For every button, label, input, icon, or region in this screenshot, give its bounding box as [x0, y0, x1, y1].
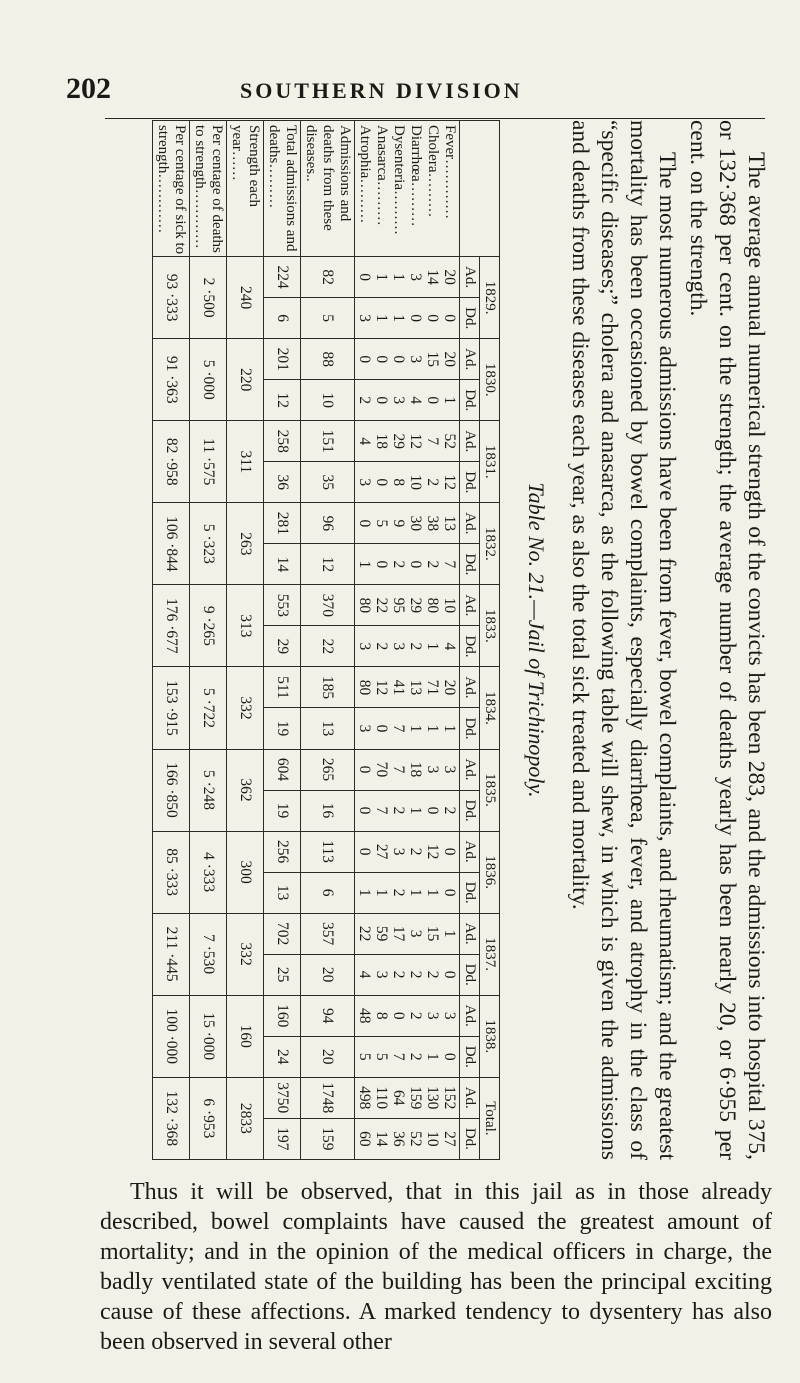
disease-value: 3 — [424, 1011, 441, 1020]
disease-value: 0 — [356, 847, 373, 856]
disease-value: 1 — [373, 314, 390, 323]
disease-admissions-cell — [355, 421, 460, 462]
disease-value: 3 — [407, 355, 424, 364]
strength-row-value: 332 — [227, 913, 264, 995]
disease-value: 80 — [356, 679, 373, 696]
pct-deaths-row-value: 5 ·323 — [190, 503, 227, 585]
deaths-subheader: Dd. — [460, 626, 480, 667]
disease-value: 0 — [424, 396, 441, 405]
disease-value: 27 — [441, 1131, 458, 1147]
disease-value: 20 — [441, 351, 458, 367]
disease-value: 12 — [441, 474, 458, 491]
strength-row-label: Strength each year…… — [227, 121, 264, 257]
disease-value: 130 — [424, 1086, 441, 1110]
admissions-value: 160 — [264, 995, 301, 1036]
disease-value: 9 — [390, 519, 407, 528]
pct-sick-row-value: 166 ·850 — [153, 749, 190, 831]
deaths-value: 19 — [264, 708, 301, 749]
disease-value: 0 — [407, 560, 424, 569]
strength-row-value: 313 — [227, 585, 264, 667]
deaths-value: 16 — [301, 790, 355, 831]
admissions-value: 94 — [301, 995, 355, 1036]
disease-deaths-cell — [355, 954, 460, 995]
admissions-value: 201 — [264, 339, 301, 380]
disease-admissions-cell — [355, 831, 460, 872]
admissions-value: 151 — [301, 421, 355, 462]
disease-value: 1 — [407, 724, 424, 733]
deaths-value: 35 — [301, 462, 355, 503]
deaths-value: 6 — [301, 872, 355, 913]
admissions-subheader: Ad. — [460, 257, 480, 298]
disease-value: 0 — [441, 1052, 458, 1061]
disease-value: 8 — [390, 478, 407, 487]
disease-value: 4 — [407, 396, 424, 405]
pct-sick-row-value: 91 ·363 — [153, 339, 190, 421]
disease-value: 95 — [390, 597, 407, 614]
disease-value: 7 — [373, 806, 390, 815]
pct-sick-row-value: 153 ·915 — [153, 667, 190, 749]
disease-value: 8 — [373, 1011, 390, 1020]
disease-value: 15 — [424, 351, 441, 367]
disease-value: 80 — [424, 597, 441, 614]
disease-value: 2 — [424, 560, 441, 569]
disease-value: 0 — [356, 273, 373, 282]
year-header: 1831. — [480, 421, 500, 503]
header-rule — [105, 118, 765, 119]
strength-row-value: 220 — [227, 339, 264, 421]
deaths-subheader: Dd. — [460, 544, 480, 585]
deaths-subheader: Dd. — [460, 380, 480, 421]
disease-deaths-cell — [355, 626, 460, 667]
disease-value: 1 — [441, 724, 458, 733]
admissions-value: 265 — [301, 749, 355, 790]
year-header: Total. — [480, 1077, 500, 1159]
disease-label: Diarrhœa……… — [408, 125, 424, 227]
admissions-value: 82 — [301, 257, 355, 298]
admissions-value: 96 — [301, 503, 355, 544]
disease-value: 7 — [424, 437, 441, 446]
disease-value: 2 — [407, 642, 424, 651]
admissions-subheader: Ad. — [460, 995, 480, 1036]
year-header: 1834. — [480, 667, 500, 749]
disease-value: 1 — [424, 642, 441, 651]
disease-value: 159 — [407, 1086, 424, 1110]
year-header: 1829. — [480, 257, 500, 339]
pct-sick-row-value: 85 ·333 — [153, 831, 190, 913]
disease-value: 4 — [441, 642, 458, 651]
disease-row — [355, 121, 460, 1160]
disease-deaths-cell — [355, 462, 460, 503]
disease-value: 36 — [390, 1131, 407, 1147]
pct-deaths-row-value: 7 ·530 — [190, 913, 227, 995]
disease-deaths-cell — [355, 1036, 460, 1077]
disease-value: 2 — [390, 806, 407, 815]
deaths-value: 10 — [301, 380, 355, 421]
disease-value: 110 — [373, 1086, 390, 1110]
admissions-subheader: Ad. — [460, 749, 480, 790]
disease-value: 10 — [441, 597, 458, 614]
deaths-value: 14 — [264, 544, 301, 585]
deaths-value: 13 — [264, 872, 301, 913]
disease-value: 3 — [390, 847, 407, 856]
disease-value: 5 — [356, 1052, 373, 1061]
disease-value: 60 — [356, 1131, 373, 1147]
disease-value: 3 — [390, 642, 407, 651]
disease-value: 1 — [424, 724, 441, 733]
pct-sick-row-value: 176 ·677 — [153, 585, 190, 667]
disease-value: 29 — [390, 433, 407, 450]
disease-value: 0 — [424, 314, 441, 323]
disease-value: 18 — [407, 761, 424, 778]
admissions-value: 370 — [301, 585, 355, 626]
strength-row-value: 300 — [227, 831, 264, 913]
corner-cell — [460, 121, 500, 257]
disease-value: 3 — [356, 642, 373, 651]
disease-value: 3 — [356, 724, 373, 733]
disease-deaths-cell — [355, 790, 460, 831]
disease-value: 15 — [424, 925, 441, 942]
pct-deaths-row-value: 5 ·248 — [190, 749, 227, 831]
disease-value: 0 — [424, 806, 441, 815]
mortality-table — [152, 120, 500, 1160]
admissions-value: 256 — [264, 831, 301, 872]
deaths-value: 19 — [264, 790, 301, 831]
deaths-value: 25 — [264, 954, 301, 995]
disease-value: 3 — [407, 273, 424, 282]
disease-value: 0 — [441, 847, 458, 856]
admissions-subheader: Ad. — [460, 339, 480, 380]
page-number: 202 — [66, 72, 111, 105]
disease-admissions-cell — [355, 995, 460, 1036]
disease-value: 5 — [373, 519, 390, 528]
disease-value: 1 — [373, 888, 390, 897]
admissions-value: 224 — [264, 257, 301, 298]
disease-value: 14 — [424, 269, 441, 285]
disease-admissions-cell — [355, 1077, 460, 1118]
admissions-subheader: Ad. — [460, 667, 480, 708]
strength-row-value: 362 — [227, 749, 264, 831]
disease-value: 2 — [373, 642, 390, 651]
pct-deaths-row-value: 11 ·575 — [190, 421, 227, 503]
disease-value: 2 — [407, 1011, 424, 1020]
pct-deaths-row — [190, 121, 227, 1160]
disease-value: 48 — [356, 1007, 373, 1024]
disease-label: Anasarca……… — [374, 125, 390, 226]
disease-value: 0 — [356, 765, 373, 774]
disease-value: 7 — [390, 724, 407, 733]
disease-value: 3 — [441, 1011, 458, 1020]
disease-value: 10 — [407, 474, 424, 491]
disease-value: 2 — [356, 396, 373, 405]
disease-value: 20 — [441, 269, 458, 285]
disease-value: 3 — [356, 478, 373, 487]
disease-admissions-cell — [355, 339, 460, 380]
disease-value: 0 — [390, 355, 407, 364]
disease-value: 2 — [407, 847, 424, 856]
total-admissions-row-label: Total admissions and deaths……… — [264, 121, 301, 257]
admissions-value: 281 — [264, 503, 301, 544]
disease-value: 52 — [407, 1131, 424, 1147]
year-header: 1832. — [480, 503, 500, 585]
disease-admissions-cell — [355, 667, 460, 708]
deaths-subheader: Dd. — [460, 1118, 480, 1159]
disease-admissions-cell — [355, 749, 460, 790]
admissions-value: 702 — [264, 913, 301, 954]
intro-text — [512, 120, 770, 1160]
deaths-value: 13 — [301, 708, 355, 749]
pct-deaths-row-value: 15 ·000 — [190, 995, 227, 1077]
body-paragraph: Thus it will be observed, that in this jail as in those already described, bowel complaints have caused the greatest amount of mortality; and in the opinion of the medical officers in charge, the badly ventilated state of the building has been the principal exciting cause of these affections. A marked tendency to dysentery has also been observed in several other — [100, 1179, 772, 1355]
pct-sick-row-label: Per centage of sick to strength………… — [153, 121, 190, 257]
disease-value: 0 — [356, 519, 373, 528]
disease-value: 1 — [373, 273, 390, 282]
disease-value: 2 — [390, 560, 407, 569]
intro-paragraph-1: The average annual numerical strength of the convicts has been 283, and the admissions into hospital 375, or 132·368 per cent. on the strength; the average number of deaths yearly has been nearly 20, or 6·955 per cent. on the strength. — [685, 120, 769, 1160]
year-header: 1835. — [480, 749, 500, 831]
disease-value: 71 — [424, 679, 441, 696]
subheader-row — [460, 121, 480, 1160]
disease-value: 0 — [373, 724, 390, 733]
disease-value: 12 — [424, 843, 441, 860]
disease-value: 17 — [390, 925, 407, 942]
deaths-subheader: Dd. — [460, 1036, 480, 1077]
admissions-value: 3750 — [264, 1077, 301, 1118]
admissions-value: 258 — [264, 421, 301, 462]
disease-value: 59 — [373, 925, 390, 942]
admissions-value: 511 — [264, 667, 301, 708]
disease-value: 22 — [356, 925, 373, 942]
disease-value: 3 — [441, 765, 458, 774]
disease-value: 10 — [424, 1131, 441, 1147]
pct-deaths-row-value: 5 ·722 — [190, 667, 227, 749]
pct-sick-row-value: 106 ·844 — [153, 503, 190, 585]
deaths-subheader: Dd. — [460, 790, 480, 831]
admissions-subheader: Ad. — [460, 1077, 480, 1118]
admissions-subheader: Ad. — [460, 585, 480, 626]
disease-value: 1 — [390, 273, 407, 282]
disease-value: 2 — [424, 478, 441, 487]
pct-deaths-row-value: 6 ·953 — [190, 1077, 227, 1159]
disease-deaths-cell — [355, 872, 460, 913]
admissions-value: 88 — [301, 339, 355, 380]
disease-value: 1 — [407, 888, 424, 897]
disease-value: 52 — [441, 433, 458, 450]
disease-deaths-cell — [355, 380, 460, 421]
admissions-subheader: Ad. — [460, 831, 480, 872]
disease-value: 0 — [390, 1011, 407, 1020]
disease-value: 2 — [407, 970, 424, 979]
disease-value: 29 — [407, 597, 424, 614]
admissions-value: 185 — [301, 667, 355, 708]
disease-value: 0 — [373, 478, 390, 487]
disease-value: 22 — [373, 597, 390, 614]
strength-row-value: 2833 — [227, 1077, 264, 1159]
pct-deaths-row-label: Per centage of deaths to strength………… — [190, 121, 227, 257]
disease-value: 0 — [373, 560, 390, 569]
body-text — [100, 1177, 772, 1357]
disease-value: 41 — [390, 679, 407, 696]
admissions-value: 113 — [301, 831, 355, 872]
disease-value: 13 — [407, 679, 424, 696]
deaths-value: 6 — [264, 298, 301, 339]
disease-label: Dysenteria……… — [391, 125, 407, 235]
disease-value: 3 — [356, 314, 373, 323]
disease-value: 0 — [441, 314, 458, 323]
disease-value: 18 — [373, 433, 390, 450]
strength-row-value: 160 — [227, 995, 264, 1077]
admissions-value: 357 — [301, 913, 355, 954]
disease-value: 1 — [424, 1052, 441, 1061]
deaths-subheader: Dd. — [460, 298, 480, 339]
page-header — [0, 0, 800, 105]
strength-row-value: 332 — [227, 667, 264, 749]
disease-deaths-cell — [355, 1118, 460, 1159]
disease-value: 0 — [441, 970, 458, 979]
pct-sick-row-value: 82 ·958 — [153, 421, 190, 503]
year-header: 1836. — [480, 831, 500, 913]
disease-label: Cholera……… — [425, 125, 441, 218]
disease-labels — [355, 121, 460, 257]
strength-row-value: 263 — [227, 503, 264, 585]
disease-value: 2 — [441, 806, 458, 815]
disease-value: 3 — [424, 765, 441, 774]
deaths-subheader: Dd. — [460, 954, 480, 995]
disease-value: 70 — [373, 761, 390, 778]
deaths-value: 36 — [264, 462, 301, 503]
disease-value: 2 — [390, 888, 407, 897]
disease-value: 1 — [356, 888, 373, 897]
disease-value: 1 — [441, 396, 458, 405]
admissions-value: 1748 — [301, 1077, 355, 1118]
disease-value: 3 — [390, 396, 407, 405]
admissions-deaths-row — [301, 121, 355, 1160]
pct-deaths-row-value: 4 ·333 — [190, 831, 227, 913]
disease-value: 0 — [373, 355, 390, 364]
admissions-value: 553 — [264, 585, 301, 626]
disease-value: 2 — [390, 970, 407, 979]
deaths-value: 12 — [301, 544, 355, 585]
deaths-value: 197 — [264, 1118, 301, 1159]
pct-deaths-row-value: 2 ·500 — [190, 257, 227, 339]
rotated-table-section — [105, 120, 770, 1160]
pct-deaths-row-value: 9 ·265 — [190, 585, 227, 667]
year-header: 1838. — [480, 995, 500, 1077]
disease-admissions-cell — [355, 503, 460, 544]
disease-value: 7 — [390, 765, 407, 774]
deaths-value: 22 — [301, 626, 355, 667]
table-title: Table No. 21.—Jail of Trichinopoly. — [524, 482, 549, 798]
admissions-value: 604 — [264, 749, 301, 790]
year-header-row — [480, 121, 500, 1160]
disease-deaths-cell — [355, 298, 460, 339]
disease-value: 3 — [407, 929, 424, 938]
disease-value: 0 — [356, 806, 373, 815]
disease-value: 1 — [390, 314, 407, 323]
disease-value: 13 — [441, 515, 458, 532]
deaths-value: 24 — [264, 1036, 301, 1077]
disease-admissions-cell — [355, 257, 460, 298]
disease-value: 27 — [373, 843, 390, 860]
disease-value: 498 — [356, 1086, 373, 1110]
disease-value: 1 — [441, 929, 458, 938]
disease-value: 1 — [424, 888, 441, 897]
deaths-value: 20 — [301, 1036, 355, 1077]
year-header: 1837. — [480, 913, 500, 995]
disease-admissions-cell — [355, 585, 460, 626]
pct-deaths-row-value: 5 ·000 — [190, 339, 227, 421]
disease-value: 80 — [356, 597, 373, 614]
disease-value: 2 — [424, 970, 441, 979]
disease-value: 1 — [407, 806, 424, 815]
disease-value: 20 — [441, 679, 458, 696]
pct-sick-row — [153, 121, 190, 1160]
intro-paragraph-2: The most numerous admissions have been from fever, bowel complaints, and rheumatism; and the greatest mortality has been occasioned by bowel complaints, especially diarrhœa, fever, and atrophy in the class of “specific diseases;” cholera and anasarca, as the following table will shew, in which is given the admissions and deaths from these diseases each year, as also the total sick treated and mortality. — [567, 120, 680, 1160]
disease-value: 64 — [390, 1090, 407, 1106]
pct-sick-row-value: 132 ·368 — [153, 1077, 190, 1159]
strength-row — [227, 121, 264, 1160]
disease-value: 4 — [356, 970, 373, 979]
deaths-value: 159 — [301, 1118, 355, 1159]
disease-value: 12 — [407, 433, 424, 450]
disease-value: 7 — [390, 1052, 407, 1061]
deaths-subheader: Dd. — [460, 708, 480, 749]
disease-value: 7 — [441, 560, 458, 569]
disease-value: 0 — [441, 888, 458, 897]
deaths-value: 12 — [264, 380, 301, 421]
deaths-value: 20 — [301, 954, 355, 995]
disease-value: 4 — [356, 437, 373, 446]
disease-value: 12 — [373, 679, 390, 696]
pct-sick-row-value: 211 ·445 — [153, 913, 190, 995]
disease-value: 0 — [373, 396, 390, 405]
total-admissions-row — [264, 121, 301, 1160]
disease-value: 14 — [373, 1131, 390, 1147]
disease-label: Atrophia……… — [357, 125, 373, 224]
deaths-value: 29 — [264, 626, 301, 667]
deaths-subheader: Dd. — [460, 872, 480, 913]
pct-sick-row-value: 93 ·333 — [153, 257, 190, 339]
year-header: 1830. — [480, 339, 500, 421]
disease-value: 30 — [407, 515, 424, 532]
disease-value: 38 — [424, 515, 441, 532]
disease-admissions-cell — [355, 913, 460, 954]
pct-sick-row-value: 100 ·000 — [153, 995, 190, 1077]
admissions-subheader: Ad. — [460, 503, 480, 544]
disease-value: 1 — [356, 560, 373, 569]
deaths-subheader: Dd. — [460, 462, 480, 503]
disease-value: 5 — [373, 1052, 390, 1061]
disease-deaths-cell — [355, 708, 460, 749]
admissions-deaths-row-label: Admissions and deaths from these diseases.. — [301, 121, 355, 257]
disease-value: 0 — [356, 355, 373, 364]
disease-value: 2 — [407, 1052, 424, 1061]
strength-row-value: 240 — [227, 257, 264, 339]
admissions-subheader: Ad. — [460, 421, 480, 462]
disease-deaths-cell — [355, 544, 460, 585]
strength-row-value: 311 — [227, 421, 264, 503]
admissions-subheader: Ad. — [460, 913, 480, 954]
disease-value: 0 — [407, 314, 424, 323]
year-header: 1833. — [480, 585, 500, 667]
running-title: SOUTHERN DIVISION — [240, 78, 523, 103]
disease-value: 3 — [373, 970, 390, 979]
disease-label: Fever………… — [442, 125, 458, 220]
deaths-value: 5 — [301, 298, 355, 339]
disease-value: 152 — [441, 1086, 458, 1110]
